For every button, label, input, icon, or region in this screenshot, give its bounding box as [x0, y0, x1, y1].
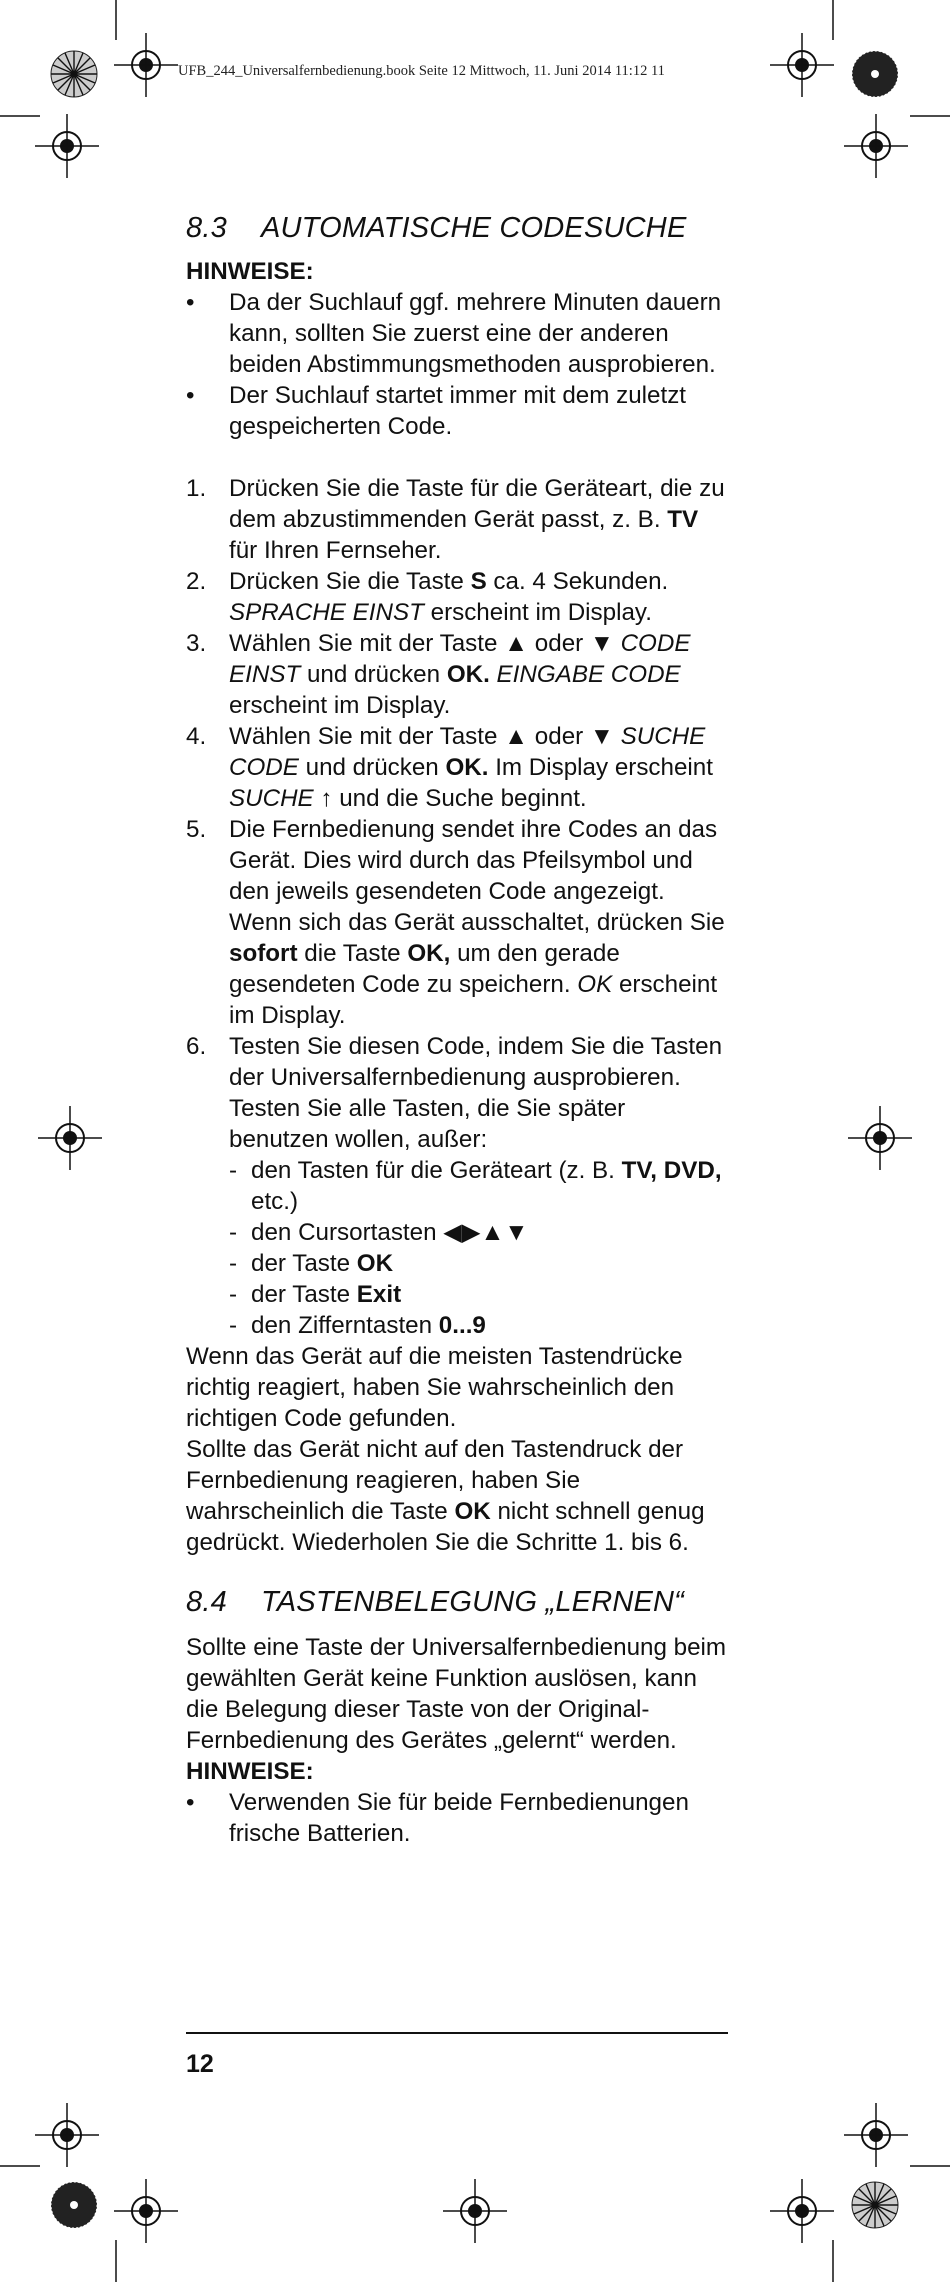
exception-item: - den Zifferntasten 0...9: [229, 1312, 486, 1339]
exception-item: - der Taste OK: [229, 1250, 394, 1277]
step-item: 2. Drücken Sie die Taste S ca. 4 Sekunden. SPRACHE EINST erscheint im Display.: [186, 568, 669, 626]
bullet-icon: •: [186, 289, 195, 316]
note-item: • Verwenden Sie für beide Fernbedienungen frische Batterien.: [186, 1789, 689, 1847]
notes-list: [186, 287, 728, 442]
bullet-icon: •: [186, 382, 195, 409]
bullet-icon: •: [186, 1789, 195, 1816]
section-heading-8-4: [186, 1584, 728, 1620]
registration-mark-icon: [844, 114, 908, 178]
section-title: AUTOMATISCHE CODESUCHE: [261, 212, 687, 244]
registration-mark-icon: [848, 1106, 912, 1170]
exception-item: - der Taste Exit: [229, 1281, 402, 1308]
step-item: 3. Wählen Sie mit der Taste ▲ oder ▼ CODE EINST und drücken OK. EINGABE CODE erscheint im Display.: [186, 630, 691, 719]
notes-label: HINWEISE:: [186, 258, 314, 285]
registration-mark-icon: [114, 33, 178, 97]
exceptions-list: [229, 1155, 728, 1341]
star-target-icon: [51, 51, 97, 97]
step-item: 1. Drücken Sie die Taste für die Geräteart, die zu dem abzustimmenden Gerät passt, z. B. TV für Ihren Fernseher.: [186, 475, 725, 564]
notes-list: [186, 1787, 728, 1849]
star-target-icon: [852, 2182, 898, 2228]
section-number: 8.4: [186, 1586, 227, 1618]
footer-rule: [186, 2032, 728, 2034]
exception-item: - den Tasten für die Geräteart (z. B. TV, DVD, etc.): [229, 1157, 722, 1215]
section-number: 8.3: [186, 212, 227, 244]
page-number: 12: [186, 2050, 214, 2078]
section-title: TASTENBELEGUNG „LERNEN“: [261, 1586, 685, 1618]
registration-mark-icon: [770, 2179, 834, 2243]
step-item: 5. Die Fernbedienung sendet ihre Codes an das Gerät. Dies wird durch das Pfeilsymbol und den jeweils gesendeten Code angezeigt. Wenn sich das Gerät ausschaltet, drücken Sie sofort die Taste OK, um den gerade gesendeten Code zu speichern. OK erscheint im Display.: [186, 816, 725, 1029]
registration-mark-icon: [38, 1106, 102, 1170]
notes-label: HINWEISE:: [186, 1758, 314, 1785]
note-item: • Der Suchlauf startet immer mit dem zuletzt gespeicherten Code.: [186, 382, 687, 440]
registration-mark-icon: [35, 114, 99, 178]
steps-list: [186, 473, 728, 1341]
page-content: [186, 210, 728, 1849]
print-header: UFB_244_Universalfernbedienung.book Seite 12 Mittwoch, 11. Juni 2014 11:12 11: [178, 63, 665, 79]
paragraph: Sollte das Gerät nicht auf den Tastendruck der Fernbedienung reagieren, haben Sie wahrscheinlich die Taste OK nicht schnell genug gedrückt. Wiederholen Sie die Schritte 1. bis 6.: [186, 1436, 705, 1556]
registration-mark-icon: [35, 2103, 99, 2167]
note-item: • Da der Suchlauf ggf. mehrere Minuten dauern kann, sollten Sie zuerst eine der anderen beiden Abstimmungsmethoden ausprobieren.: [186, 289, 722, 378]
step-item: 6. Testen Sie diesen Code, indem Sie die Tasten der Universalfernbedienung ausprobieren. Testen Sie alle Tasten, die Sie später benutzen wollen, außer: - den Tasten für die Geräteart (z. B. TV, DVD, etc.) - den Cursortasten ◀▶▲▼ - der Taste OK - der Taste Exit - den Zifferntasten 0...9: [186, 1031, 728, 1341]
star-target-icon: [852, 51, 898, 97]
paragraph: Sollte eine Taste der Universalfernbedienung beim gewählten Gerät keine Funktion auslösen, kann die Belegung dieser Taste von der Original-Fernbedienung des Gerätes „gelernt“ werden.: [186, 1634, 727, 1754]
step-item: 4. Wählen Sie mit der Taste ▲ oder ▼ SUCHE CODE und drücken OK. Im Display erscheint SUCHE ↑ und die Suche beginnt.: [186, 723, 713, 812]
registration-mark-icon: [114, 2179, 178, 2243]
registration-mark-icon: [844, 2103, 908, 2167]
section-heading-8-3: [186, 210, 728, 246]
registration-mark-icon: [443, 2179, 507, 2243]
exception-item: - den Cursortasten ◀▶▲▼: [229, 1219, 529, 1246]
paragraph: Wenn das Gerät auf die meisten Tastendrücke richtig reagiert, haben Sie wahrscheinlich den richtigen Code gefunden.: [186, 1343, 683, 1432]
star-target-icon: [51, 2182, 97, 2228]
